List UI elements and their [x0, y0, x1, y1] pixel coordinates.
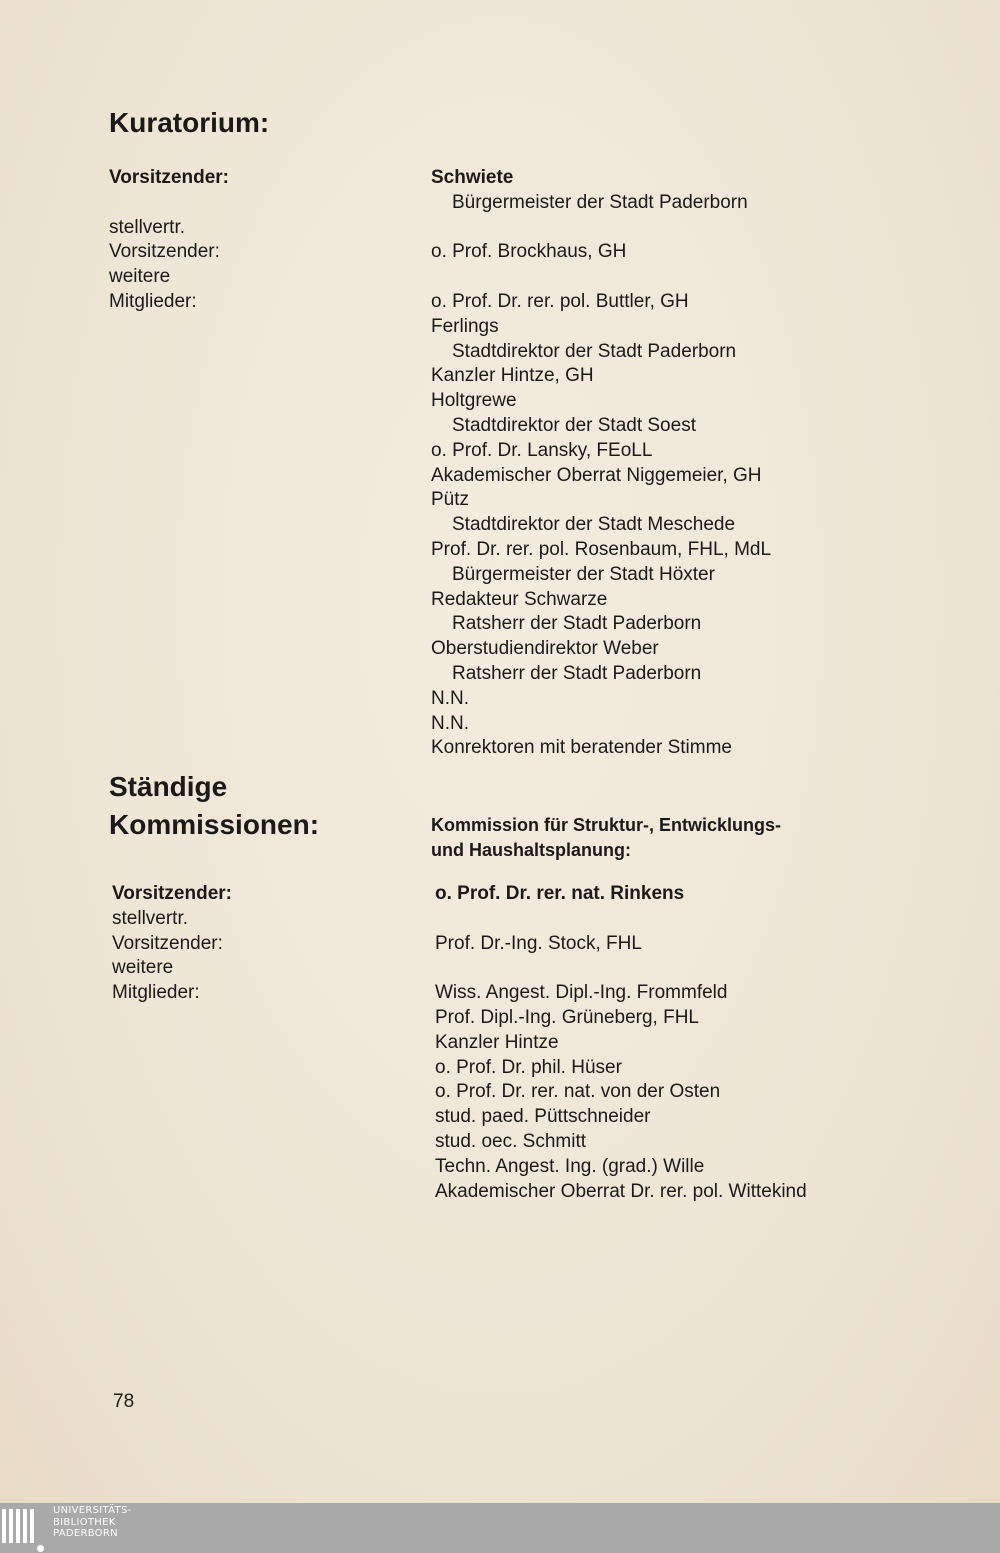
- member-line: Prof. Dipl.-Ing. Grüneberg, FHL: [435, 1006, 699, 1028]
- commission-deputy-label-line1: stellvertr.: [112, 907, 189, 929]
- kuratorium-members-list: [431, 166, 771, 761]
- member-line: Kanzler Hintze: [435, 1031, 559, 1053]
- member-line: Bürgermeister der Stadt Paderborn: [452, 191, 748, 213]
- kommissionen-heading-line2: Kommissionen:: [109, 809, 320, 840]
- member-line: Pütz: [431, 489, 470, 511]
- commission-chair-label: Vorsitzender:: [112, 883, 233, 904]
- members-label-line2: Mitglieder:: [109, 290, 197, 312]
- member-line: Oberstudiendirektor Weber: [431, 638, 659, 660]
- chair-label: Vorsitzender:: [109, 167, 230, 188]
- kommissionen-heading: [109, 768, 319, 844]
- library-logo-bars-icon: [2, 1509, 37, 1543]
- library-logo-text: [53, 1505, 132, 1540]
- member-line: o. Prof. Dr. rer. nat. Rinkens: [435, 883, 685, 904]
- commission-title: [431, 813, 781, 862]
- member-line: Prof. Dr.-Ing. Stock, FHL: [435, 932, 642, 954]
- library-logo: [0, 1505, 140, 1551]
- spacer-line: [435, 907, 807, 932]
- logo-text-line2: BIBLIOTHEK: [53, 1516, 116, 1528]
- member-line: Stadtdirektor der Stadt Soest: [452, 414, 696, 436]
- member-line: Stadtdirektor der Stadt Meschede: [452, 514, 736, 536]
- member-line: Ratsherr der Stadt Paderborn: [452, 662, 702, 684]
- kommission-labels: [112, 882, 232, 1006]
- spacer-line: [431, 216, 771, 241]
- logo-text-line1: UNIVERSITÄTS-: [53, 1505, 132, 1516]
- member-line: stud. oec. Schmitt: [435, 1130, 587, 1152]
- member-line: Holtgrewe: [431, 390, 517, 412]
- member-line: Wiss. Angest. Dipl.-Ing. Frommfeld: [435, 982, 728, 1004]
- member-line: Akademischer Oberrat Niggemeier, GH: [431, 464, 762, 486]
- member-line: Stadtdirektor der Stadt Paderborn: [452, 340, 737, 362]
- commission-members-list: [435, 882, 807, 1204]
- member-line: Redakteur Schwarze: [431, 588, 608, 610]
- page-number: 78: [113, 1391, 135, 1412]
- member-line: o. Prof. Dr. phil. Hüser: [435, 1056, 622, 1078]
- commission-deputy-label-line2: Vorsitzender:: [112, 932, 223, 954]
- library-footer-bar: [0, 1503, 1000, 1553]
- commission-title-line1: Kommission für Struktur-, Entwicklungs-: [431, 815, 782, 835]
- kuratorium-heading: Kuratorium:: [109, 107, 270, 138]
- kuratorium-labels: [109, 166, 229, 315]
- members-label-line1: weitere: [109, 266, 171, 288]
- commission-title-line2: und Haushaltsplanung:: [431, 839, 631, 860]
- logo-text-line3: PADERBORN: [53, 1528, 118, 1539]
- member-line: Bürgermeister der Stadt Höxter: [452, 563, 715, 585]
- spacer-line: [431, 265, 771, 290]
- member-line: Konrektoren mit beratender Stimme: [431, 737, 732, 759]
- member-line: Schwiete: [431, 167, 514, 188]
- member-line: Techn. Angest. Ing. (grad.) Wille: [435, 1155, 705, 1177]
- spacer-line: [435, 956, 807, 981]
- member-line: o. Prof. Dr. rer. nat. von der Osten: [435, 1081, 721, 1103]
- member-line: Kanzler Hintze, GH: [431, 365, 594, 387]
- member-line: N.N.: [431, 687, 469, 709]
- member-line: Ratsherr der Stadt Paderborn: [452, 613, 702, 635]
- deputy-label-line2: Vorsitzender:: [109, 241, 220, 263]
- member-line: o. Prof. Brockhaus, GH: [431, 241, 627, 263]
- member-line: N.N.: [431, 712, 469, 734]
- member-line: o. Prof. Dr. rer. pol. Buttler, GH: [431, 290, 689, 312]
- member-line: o. Prof. Dr. Lansky, FEoLL: [431, 439, 653, 461]
- member-line: Ferlings: [431, 315, 499, 337]
- deputy-label-line1: stellvertr.: [109, 216, 186, 238]
- member-line: Akademischer Oberrat Dr. rer. pol. Wittekind: [435, 1180, 807, 1202]
- commission-members-label-line2: Mitglieder:: [112, 982, 200, 1004]
- member-line: stud. paed. Püttschneider: [435, 1106, 651, 1128]
- member-line: Prof. Dr. rer. pol. Rosenbaum, FHL, MdL: [431, 538, 772, 560]
- commission-members-label-line1: weitere: [112, 957, 174, 979]
- kommissionen-heading-line1: Ständige: [109, 771, 228, 802]
